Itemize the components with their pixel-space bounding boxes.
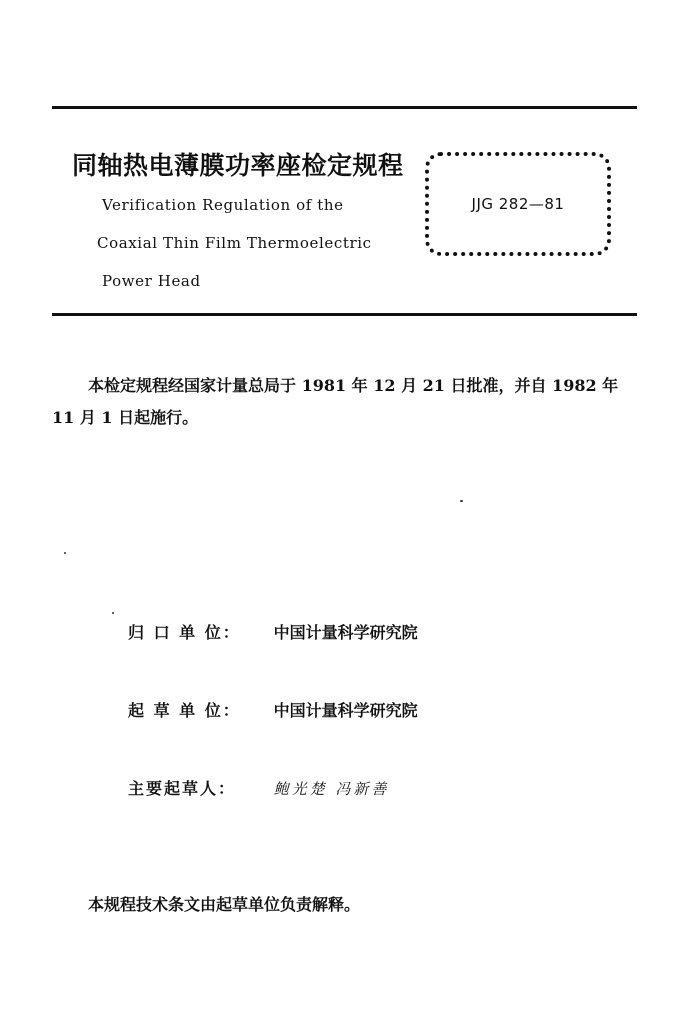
- title-english-line-1: Verification Regulation of the: [102, 196, 344, 214]
- title-chinese: 同轴热电薄膜功率座检定规程: [72, 151, 404, 180]
- field-label: 起 草 单 位：: [128, 701, 241, 720]
- field-label: 归 口 单 位：: [128, 623, 241, 642]
- regulation-code-box: [425, 152, 611, 256]
- top-rule: [52, 106, 637, 109]
- field-value: 中国计量科学研究院: [273, 701, 418, 720]
- title-english-line-2: Coaxial Thin Film Thermoelectric: [97, 234, 372, 252]
- field-main-drafters: [128, 776, 389, 799]
- field-drafting-unit: [128, 698, 418, 721]
- scan-speck: [112, 612, 114, 614]
- scan-speck: [460, 500, 463, 502]
- regulation-code: JJG 282—81: [471, 195, 565, 213]
- bottom-rule: [52, 313, 637, 316]
- interpretation-note: 本规程技术条文由起草单位负责解释。: [88, 895, 361, 914]
- field-value: 鲍光楚 冯新善: [273, 780, 390, 798]
- title-english-line-3: Power Head: [102, 272, 201, 290]
- scan-speck: [64, 552, 66, 554]
- field-value: 中国计量科学研究院: [273, 623, 418, 642]
- field-label: 主要起草人：: [128, 779, 237, 798]
- field-responsible-unit: [128, 620, 418, 643]
- approval-paragraph: 本检定规程经国家计量总局于 1981 年 12 月 21 日批准，并自 1982 年 11 月 1 日起施行。: [52, 376, 619, 427]
